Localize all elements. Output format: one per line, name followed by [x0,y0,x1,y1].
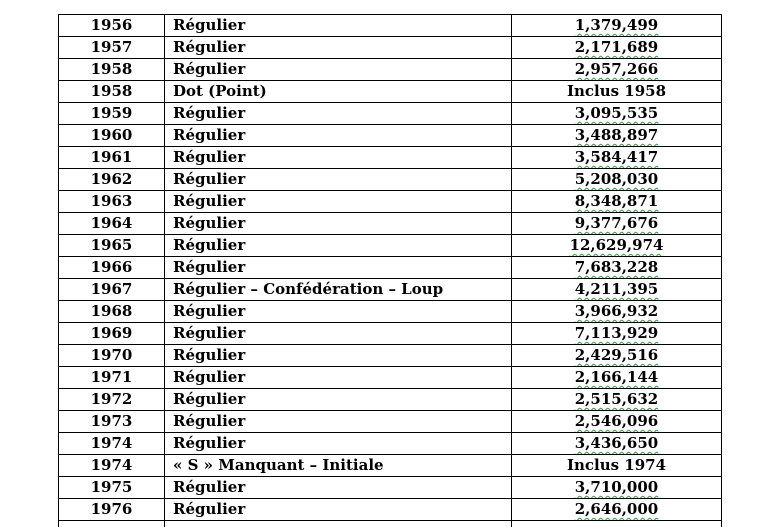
variety-cell: Régulier [165,499,512,521]
mintage-table-body [59,15,722,527]
mintage-cell [512,191,722,213]
mintage-value: 3,584,417 [575,148,659,166]
variety-cell: Régulier [165,411,512,433]
year-cell: 1958 [59,81,165,103]
mintage-cell [512,235,722,257]
year-cell: 1967 [59,279,165,301]
mintage-value: 2,515,632 [575,390,659,408]
year-cell: 1957 [59,37,165,59]
table-row [59,81,722,103]
table-row [59,37,722,59]
year-cell: 1969 [59,323,165,345]
mintage-value: 3,488,897 [575,126,659,144]
mintage-value: 3,710,000 [575,478,659,496]
year-cell: 1972 [59,389,165,411]
mintage-cell [512,147,722,169]
table-row [59,15,722,37]
mintage-cell [512,433,722,455]
mintage-cell [512,103,722,125]
year-cell: 1956 [59,15,165,37]
variety-cell: Régulier [165,169,512,191]
mintage-cell [512,345,722,367]
variety-cell: Régulier [165,301,512,323]
table-row [59,477,722,499]
mintage-table [58,14,722,527]
mintage-value: 2,429,516 [575,346,659,364]
mintage-cell [512,81,722,103]
table-row [59,103,722,125]
mintage-value: 3,095,535 [575,104,659,122]
table-row [59,301,722,323]
year-cell: 1976 [59,499,165,521]
mintage-value: 2,546,096 [575,412,659,430]
mintage-cell [512,257,722,279]
table-row [59,279,722,301]
variety-cell: Régulier [165,37,512,59]
mintage-value: 7,683,228 [575,258,659,276]
mintage-cell [512,279,722,301]
variety-cell: Régulier [165,477,512,499]
table-row [59,125,722,147]
year-cell: 1975 [59,477,165,499]
table-row [59,499,722,521]
empty-cell [165,521,512,527]
year-cell: 1970 [59,345,165,367]
mintage-value: Inclus 1958 [567,82,666,100]
year-cell: 1960 [59,125,165,147]
empty-cell [59,521,165,527]
table-row [59,147,722,169]
mintage-value: 3,436,650 [575,434,659,452]
mintage-value: 12,629,974 [570,236,664,254]
variety-cell: Régulier [165,147,512,169]
mintage-value: 2,957,266 [575,60,659,78]
year-cell: 1974 [59,455,165,477]
table-row [59,213,722,235]
mintage-cell [512,411,722,433]
mintage-cell [512,59,722,81]
table-row [59,169,722,191]
mintage-value: 8,348,871 [575,192,659,210]
mintage-value: 1,379,499 [575,16,659,34]
table-row [59,411,722,433]
mintage-value: 9,377,676 [575,214,659,232]
year-cell: 1966 [59,257,165,279]
mintage-value: 2,646,000 [575,500,659,518]
mintage-value: Inclus 1974 [567,456,666,474]
variety-cell: Régulier [165,15,512,37]
empty-cell [512,521,722,527]
mintage-cell [512,169,722,191]
year-cell: 1958 [59,59,165,81]
table-row [59,235,722,257]
mintage-value: 5,208,030 [575,170,659,188]
variety-cell: Régulier [165,257,512,279]
mintage-cell [512,213,722,235]
variety-cell: Régulier [165,103,512,125]
variety-cell: Régulier [165,59,512,81]
variety-cell: Régulier [165,345,512,367]
table-row [59,59,722,81]
mintage-value: 2,171,689 [575,38,659,56]
variety-cell: Régulier [165,389,512,411]
mintage-cell [512,455,722,477]
year-cell: 1959 [59,103,165,125]
table-row [59,323,722,345]
mintage-cell [512,37,722,59]
mintage-cell [512,15,722,37]
variety-cell: Régulier [165,213,512,235]
table-row [59,367,722,389]
mintage-cell [512,367,722,389]
table-row [59,191,722,213]
mintage-cell [512,301,722,323]
mintage-cell [512,499,722,521]
mintage-cell [512,323,722,345]
table-row [59,455,722,477]
variety-cell: Régulier [165,125,512,147]
table-row [59,345,722,367]
year-cell: 1961 [59,147,165,169]
variety-cell: « S » Manquant – Initiale [165,455,512,477]
year-cell: 1962 [59,169,165,191]
mintage-cell [512,477,722,499]
variety-cell: Régulier – Confédération – Loup [165,279,512,301]
table-row [59,433,722,455]
year-cell: 1964 [59,213,165,235]
year-cell: 1971 [59,367,165,389]
year-cell: 1968 [59,301,165,323]
mintage-cell [512,389,722,411]
table-row [59,257,722,279]
variety-cell: Régulier [165,367,512,389]
mintage-value: 3,966,932 [575,302,659,320]
variety-cell: Régulier [165,323,512,345]
year-cell: 1974 [59,433,165,455]
mintage-value: 2,166,144 [575,368,659,386]
year-cell: 1963 [59,191,165,213]
mintage-value: 4,211,395 [575,280,659,298]
variety-cell: Régulier [165,433,512,455]
variety-cell: Dot (Point) [165,81,512,103]
year-cell: 1965 [59,235,165,257]
mintage-value: 7,113,929 [575,324,659,342]
table-row-cutoff [59,521,722,527]
table-row [59,389,722,411]
mintage-cell [512,125,722,147]
year-cell: 1973 [59,411,165,433]
variety-cell: Régulier [165,191,512,213]
variety-cell: Régulier [165,235,512,257]
